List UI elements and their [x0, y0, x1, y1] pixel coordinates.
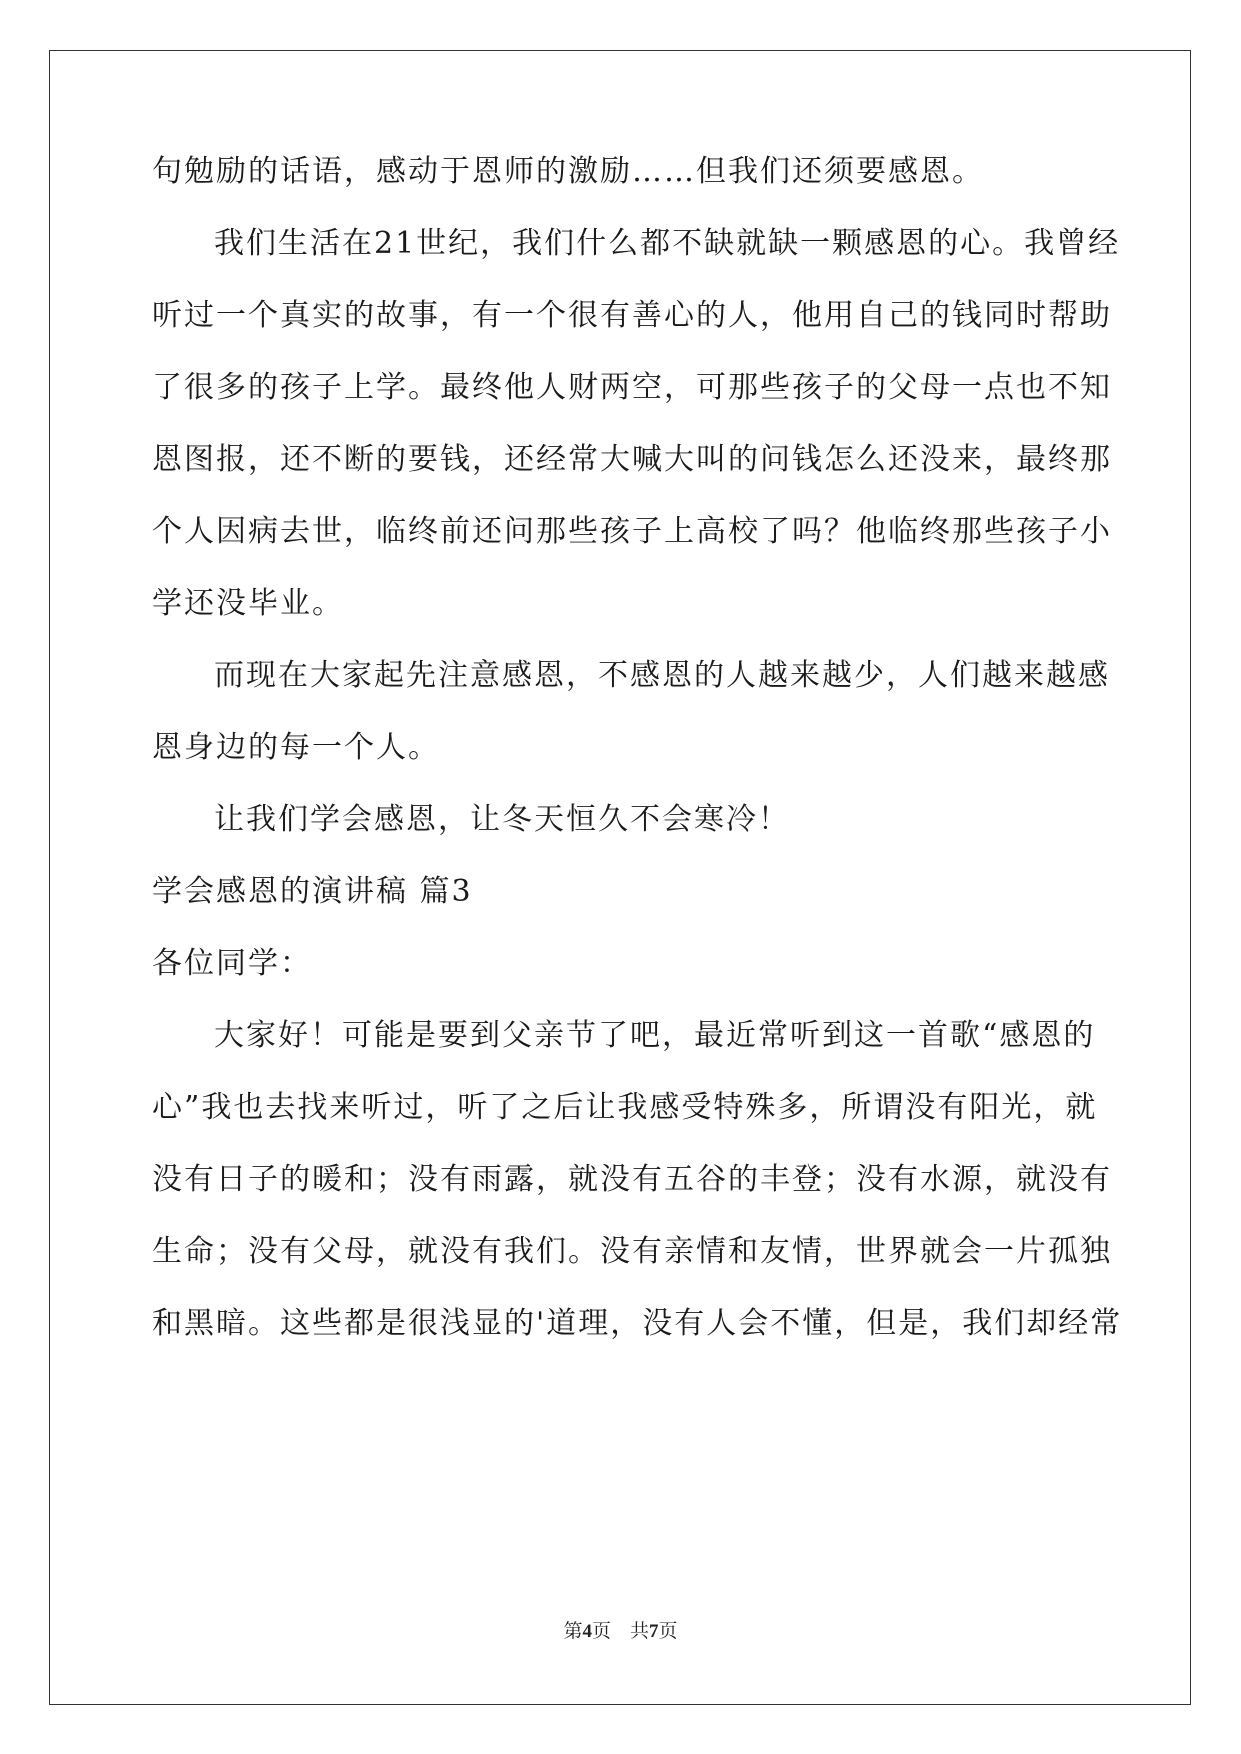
paragraph-line: 我们生活在21世纪，我们什么都不缺就缺一颗感恩的心。我曾经	[214, 226, 1121, 261]
text-line: 句勉励的话语，感动于恩师的激励……但我们还须要感恩。	[152, 154, 984, 189]
text-line: 生命；没有父母，就没有我们。没有亲情和友情，世界就会一片孤独	[152, 1234, 1112, 1269]
page-prefix: 第	[563, 1620, 583, 1642]
text-line: 没有日子的暖和；没有雨露，就没有五谷的丰登；没有水源，就没有	[152, 1162, 1112, 1197]
text-line: 个人因病去世，临终前还问那些孩子上高校了吗？他临终那些孩子小	[152, 514, 1112, 549]
text-line: 了很多的孩子上学。最终他人财两空，可那些孩子的父母一点也不知	[152, 370, 1112, 405]
text-line: 恩身边的每一个人。	[152, 730, 440, 765]
page-suffix: 页	[658, 1620, 678, 1642]
paragraph-line: 而现在大家起先注意感恩，不感恩的人越来越少，人们越来越感	[214, 658, 1110, 693]
text-line: 和黑暗。这些都是很浅显的'道理，没有人会不懂，但是，我们却经常	[152, 1306, 1123, 1341]
page-footer	[0, 1616, 1241, 1643]
text-line: 听过一个真实的故事，有一个很有善心的人，他用自己的钱同时帮助	[152, 298, 1112, 333]
text-line: 学还没毕业。	[152, 586, 344, 621]
paragraph-line: 大家好！可能是要到父亲节了吧，最近常听到这一首歌“感恩的	[214, 1018, 1096, 1053]
text-line: 心”我也去找来听过，听了之后让我感受特殊多，所谓没有阳光，就	[152, 1090, 1098, 1125]
total-page-number: 7	[649, 1621, 659, 1642]
paragraph-line: 让我们学会感恩，让冬天恒久不会寒冷！	[214, 802, 790, 837]
current-page-number: 4	[582, 1621, 592, 1642]
salutation: 各位同学：	[152, 946, 312, 981]
page-mid: 页 共	[591, 1620, 649, 1642]
section-heading: 学会感恩的演讲稿 篇3	[152, 874, 473, 909]
text-line: 恩图报，还不断的要钱，还经常大喊大叫的问钱怎么还没来，最终那	[152, 442, 1112, 477]
